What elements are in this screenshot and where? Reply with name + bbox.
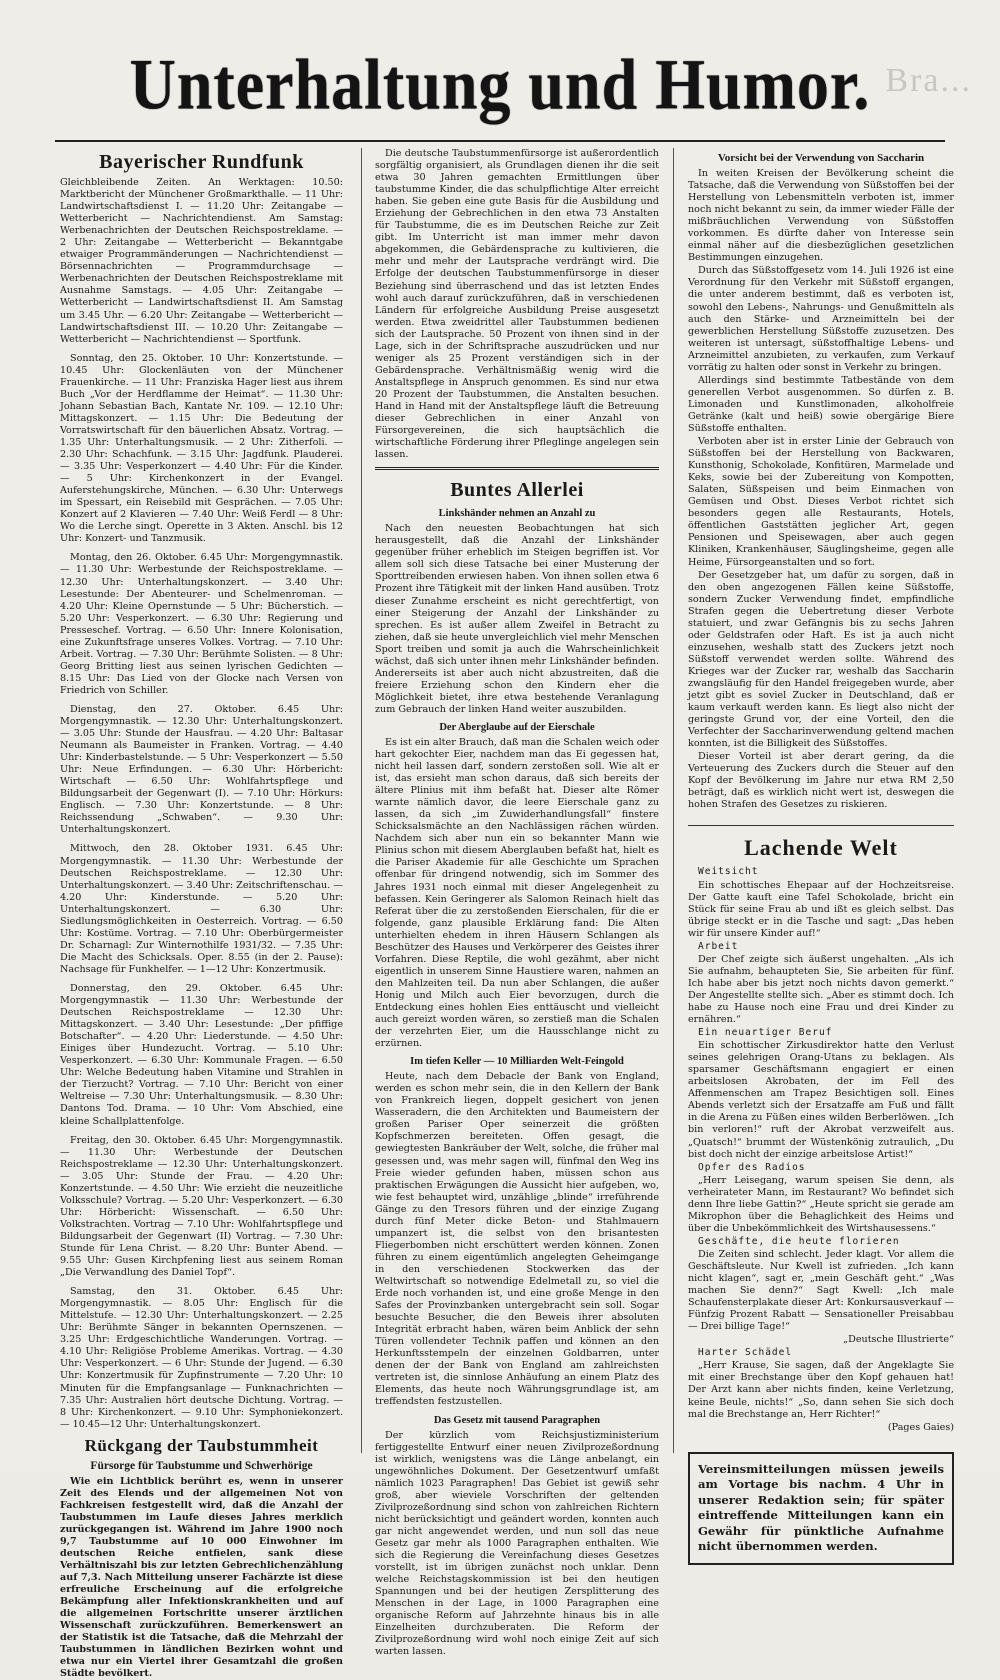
joke-text: Die Zeiten sind schlecht. Jeder klagt. Vor allem die Geschäftsleute. Nur Kwell ist zufrieden. „Ich kann nicht klagen“, sagt er, „mein Geschäft geht.“ „Was machen Sie denn?“ Sagt Kwell: „Ich male Schaufensterplakate dieser Art: Konkursausverkauf — Fünfzig Prozent Rabatt — Sensationeller Preisabbau — Drei billige Tage!“ xyxy=(688,1248,954,1333)
rundfunk-paragraph: Freitag, den 30. Oktober. 6.45 Uhr: Morgengymnastik. — 11.30 Uhr: Werbestunde der Deutschen Reichspostreklame — 12.30 Uhr: Unterhaltungskonzert. — 3.05 Uhr: Stunde der Frau. — 4.20 Uhr: Konzertstunde. — 4.50 Uhr: Wie erzieht die neuzeitliche Volksschule? Vortrag. — 5.20 Uhr: Vesperkonzert. — 6.30 Uhr: Hörbericht: Wissenschaft. — 6.50 Uhr: Volkstrachten. Vortrag — 7.10 Uhr: Wohlfahrtspflege und Bildungsarbeit der Gegenwart (II) Vortrag. — 7.30 Uhr: Stunde für Lena Christ. — 8.20 Uhr: Bunter Abend. — 9.55 Uhr: Gusen Kirchpfening liest aus seinem Roman „Die Verwandlung des Daniel Topf“. xyxy=(60,1134,343,1279)
section-rule xyxy=(375,467,659,470)
rundfunk-paragraph: Sonntag, den 25. Oktober. 10 Uhr: Konzertstunde. — 10.45 Uhr: Glockenläuten von der Münchener Frauenkirche. — 11 Uhr: Franziska Hager liest aus ihrem Buch „Vor der Herdflamme der Heimat“. — 11.30 Uhr: Johann Sebastian Bach, Kantate Nr. 109. — 12.10 Uhr: Mittagskonzert. — 1.15 Uhr: Die Bedeutung der Vorratswirtschaft für den bäuerlichen Absatz. Vortrag. — 1.35 Uhr: Unterhaltungsmusik. — 2 Uhr: Zitherfoli. — 2.30 Uhr: Schachfunk. — 3.15 Uhr: Jagdfunk. Plauderei. — 3.35 Uhr: Vesperkonzert — 4.40 Uhr: Für die Kinder. — 5 Uhr: Kirchenkonzert in der Evangel. Auferstehungskirche, München. — 6.30 Uhr: Unterwegs im Spessart, ein Reisebild mit Gesprächen. — 7.05 Uhr: Konzert auf 2 Klavieren — 7.40 Uhr: Weiß Ferdl — 8 Uhr: Wo die Lerche singt. Operette in 3 Akten. Anschl. bis 12 Uhr: Konzert- und Tanzmusik. xyxy=(60,352,343,545)
rundfunk-paragraph: Samstag, den 31. Oktober. 6.45 Uhr: Morgengymnastik. — 8.05 Uhr: Englisch für die Mittelstufe. — 12.30 Uhr: Unterhaltungskonzert. — 2.25 Uhr: Berühmte Sänger in bekannten Opernszenen. — 3.25 Uhr: Erdgeschichtliche Wanderungen. Vortrag. — 4.10 Uhr: Religiöse Probleme Amerikas. Vortrag. — 4.30 Uhr: Vesperkonzert. — 6 Uhr: Stunde der Jugend. — 6.30 Uhr: Konzertmusik für Zupfinstrumente — 7.20 Uhr: 10 Minuten für die Empfangsanlage — Funknachrichten — 7.35 Uhr: Australien hört deutsche Dichtung. Vortrag. — 8 Uhr: Kirchenkonzert. — 9.10 Uhr: Symphoniekonzert. — 10.45—12 Uhr: Unterhaltungskonzert. xyxy=(60,1286,343,1430)
rundfunk-heading: Bayerischer Rundfunk xyxy=(99,151,304,173)
taub-continued: Die deutsche Taubstummenfürsorge ist außerordentlich sorgfältig organisiert, als Grundlagen dienen ihr die seit etwa 30 Jahren gemachten Ermittlungen über taubstumme Kinder, die das schulpflichtige Alter erreicht haben. Sie geben eine gute Basis für die Ausbildung und Erziehung der Gebrechlichen in den etwa 73 Anstalten für Taubstumme, die es im Deutschen Reiche zur Zeit gibt. Im Unterricht ist man immer mehr davon abgekommen, die Gebärdensprache zu kultivieren, die mehr und mehr der Lautsprache verdrängt wird. Die Erfolge der deutschen Taubstummenfürsorge in dieser Beziehung sind überraschend und das ist letzten Endes wohl auch darauf zurückzuführen, daß in verschiedenen Ländern für erfolgreiche Ausbildung Preise ausgesetzt werden. Etwa zweidrittel aller Taubstummen bedienen sich der Lautsprache. 50 Prozent von ihnen sind in der Lage, sich in der Schriftsprache auszudrücken und nur weniger als 25 Prozent verständigen sich in der Gebärdensprache. Verhältnismäßig wenig wird die Anstaltspflege in Anspruch genommen. Es sind nur etwa 20 Prozent der Taubstummen, die Anstalten besuchen. Hand in Hand mit der Anstaltspflege läuft die Betreuung dieser Gebrechlichen in einer Anzahl von Fürsorgevereinen, die sich hauptsächlich die wirtschaftliche Förderung ihrer Pfleglinge angelegen sein lassen. xyxy=(375,148,659,461)
linkshaender-text: Nach den neuesten Beobachtungen hat sich herausgestellt, daß die Anzahl der Linkshänder gegenüber früher erheblich im Steigen begriffen ist. Vor allem soll sich diese Tatsache bei einer Musterung der Sporttreibenden erwiesen haben. Von ihnen sollen etwa 6 Prozent ihre Tätigkeit mit der linken Hand ausüben. Trotz dieser Zunahme erscheint es nicht gerechtfertigt, von einer Steigerung der Anzahl der Linkshänder zu sprechen. Es ist außer allem Zweifel in Betracht zu ziehen, daß sie heute unvergleichlich viel mehr Menschen Sport treiben und somit ja auch die Wahrscheinlichkeit wächst, daß sich unter ihnen mehr Linkshänder befinden. Andererseits ist aber auch nicht abzustreiten, daß die freiere Erziehung schon den Kindern eher die Möglichkeit bietet, ihre etwa bestehende Veranlagung zum Gebrauch der linken Hand weiter auszubilden. xyxy=(375,523,659,715)
buntes-heading: Buntes Allerlei xyxy=(450,479,584,502)
joke-label: Ein neuartiger Beruf xyxy=(698,1027,833,1039)
feingold-text: Heute, nach dem Debacle der Bank von England, werden es schon mehr sein, die in den Kellern der Bank von Frankreich liegen, doppelt gesichert von jenen Wasseradern, die den Architekten und Baumeistern der großen Pariser Oper seinerzeit die größten Kopfschmerzen bereiteten. Offen gesagt, die gewiegtesten Bankräuber der Welt, solche, die früher mal gesessen und, was mehr sagen will, fünfmal den Weg ins Freie wieder gefunden haben, müssen schon aus praktischen Erwägungen die Aussicht hier aufgeben, wo, wie fest behauptet wird, unzählige „blinde“ irreführende Gänge zu den Tresors führen und der einzige Zugang durch fünf Meter dicke Beton- und Stahlmauern umpanzert ist, die selbst von den brisantesten Fliegerbomben nicht erschüttert werden können. Zonen führen zu einem eigentümlich angelegten Geheimgange in den verschiedenen Stockwerken das der Weltwirtschaft so notwendige Edelmetall zu, so viel die Erde noch vorhanden ist, und eine große Menge in den Safes der Provinzbanken untergebracht sein soll. Sogar besuchte Besucher, die den Beweis ihrer absoluten Integrität erbracht haben, wären beim Anblick der sehn Türen vollendeter Technik paffen und können an den Herkunftsstempeln der einzelnen Goldbarren, unter denen der der Bank von England am zahlreichsten vertreten ist, die sinnlose Anhäufung an einem Platz des Elements, das heute noch Währungsgrundlage ist, am treffendsten festzustellen. xyxy=(375,1071,659,1408)
joke-label: Harter Schädel xyxy=(698,1347,793,1359)
joke-label: Geschäfte, die heute florieren xyxy=(698,1235,900,1247)
joke-label: Opfer des Radios xyxy=(698,1161,806,1173)
saccharin-paragraph: Der Gesetzgeber hat, um dafür zu sorgen, daß in den oben angezogenen Fällen keine Süßstoffe, sondern Zucker Verwendung findet, empfindliche Strafen gegen die Uebertretung dieser Verbote statuiert, und zwar Gefängnis bis zu sechs Jahren oder Geldstrafen oder Haft. Es ist ja auch nicht einzusehen, weshalb statt des Zuckers jetzt noch Süßstoff verwendet werden sollte. Während des Krieges war der Zucker rar, weshalb das Saccharin zwangsläufig für den Handel freigegeben wurde, aber jetzt gibt es soviel Zucker in Deutschland, daß er kaum verkauft werden kann. Es liegt also nicht der geringste Grund vor, der eine Vorteil, den die Verfechter der Saccharinverwendung geltend machen konnten, ist die Billigkeit des Süßstoffes. xyxy=(688,569,954,750)
column-divider xyxy=(361,148,362,1453)
column-2 xyxy=(375,148,659,1658)
joke-text: Ein schottischer Zirkusdirektor hatte den Verlust seines gelehrigen Orang-Utans zu beklagen. Als sparsamer Geschäftsmann engagiert er einen arbeitslosen Akrobaten, der im Fell des Affenmenschen am Trapez Besichtigen soll. Eines Abends verletzt sich der Ersatzaffe am Fuß und fällt in die Arena zu Füßen eines wilden Berberlöwen. „Ich bin verloren!“ ruft der Akrobat verzweifelt aus. „Quatsch!“ brummt der Wüstenkönig zutraulich, „Du bist doch nicht der einzige arbeitslose Artist!“ xyxy=(688,1040,954,1160)
rundfunk-paragraph: Montag, den 26. Oktober. 6.45 Uhr: Morgengymnastik. — 11.30 Uhr: Werbestunde der Reichspostreklame. — 12.30 Uhr: Unterhaltungskonzert. — 3.40 Uhr: Lesestunde: Der Abenteurer- und Schelmenroman. — 4.20 Uhr: Kleine Opernstunde — 5 Uhr: Bücherstich. — 5.20 Uhr: Vesperkonzert. — 6.30 Uhr: Regierung und Presseschef. Vortrag. — 6.50 Uhr: Innere Kolonisation, eine Zukunftsfrage unseres Volkes. Vortrag. — 7.10 Uhr: Arbeit. Vortrag. — 7.30 Uhr: Berühmte Solisten. — 8 Uhr: Georg Britting liest aus seinen lyrischen Gedichten — 8.15 Uhr: Das Lied von der Glocke nach Versen von Friedrich von Schiller. xyxy=(60,552,343,696)
feingold-title: Im tiefen Keller — 10 Milliarden Welt-Feingold xyxy=(410,1056,624,1068)
joke-text: „Herr Krause, Sie sagen, daß der Angeklagte Sie mit einer Brechstange über den Kopf gehauen hat! Der Arzt kann aber nichts finden, keine Verletzung, keine Beule, nichts!“ „So, dann sehen Sie sich doch mal die Brechstange an, Herr Richter!“ xyxy=(688,1360,954,1420)
column-divider xyxy=(673,148,674,1453)
joke-source: (Pages Gaies) xyxy=(887,1421,954,1433)
saccharin-paragraph: In weiten Kreisen der Bevölkerung scheint die Tatsache, daß die Verwendung von Süßstoffen bei der Herstellung von Lebensmitteln verboten ist, immer noch nicht bekannt zu sein, da immer wieder Fälle der mißbräuchlichen Verwendung von Süßstoffen vorkommen. Es dürfte daher von Interesse sein einmal näher auf die diesbezüglichen gesetzlichen Bestimmungen einzugehen. xyxy=(688,168,954,264)
linkshaender-title: Linkshänder nehmen an Anzahl zu xyxy=(438,508,596,520)
aberglaube-title: Der Aberglaube auf der Eierschale xyxy=(439,721,595,733)
taub-heading: Rückgang der Taubstummheit xyxy=(84,1435,319,1455)
rundfunk-paragraph: Mittwoch, den 28. Oktober 1931. 6.45 Uhr: Morgengymnastik. — 11.30 Uhr: Werbestunde der Deutschen Reichspostreklame. — 12.30 Uhr: Unterhaltungskonzert. — 3.40 Uhr: Zeitschriftenschau. — 4.20 Uhr: Kinderstunde. — 5.20 Uhr: Unterhaltungskonzert. — 6.30 Uhr: Siedlungsmöglichkeiten in Oesterreich. Vortrag. — 6.50 Uhr: Kostüme. Vortrag. — 7.10 Uhr: Oberbürgermeister Dr. Scharnagl: Zur Winternothilfe 1931/32. — 7.35 Uhr: Die Macht des Schicksals. Oper. 8.55 (in der 2. Pause): Nachsage für Funkhelfer. — 1—12 Uhr: Konzertmusik. xyxy=(60,843,343,975)
joke-label: Weitsicht xyxy=(698,866,759,878)
gesetz-title: Das Gesetz mit tausend Paragraphen xyxy=(433,1414,601,1426)
joke-text: Der Chef zeigte sich äußerst ungehalten. „Als ich Sie aufnahm, behaupteten Sie, Sie arbeiten für fünf. Ich habe aber bis jetzt noch nichts davon gemerkt.“ Der Angestellte stellte sich. „Aber es stimmt doch. Ich habe zu Hause noch eine Frau und drei Kinder zu ernähren.“ xyxy=(688,953,954,1026)
gesetz-text: Der kürzlich vom Reichsjustizministerium fertiggestellte Entwurf einer neuen Zivilprozeßordnung ist wirklich, wenigstens was die Länge anbelangt, ein ungewöhnliches Dokument. Der Gesetzentwurf umfaßt nämlich 1023 Paragraphen! Das Gebiet ist gewiß sehr groß, aber wieviele Vorschriften der geltenden Zivilprozeßordnung sind schon von zahlreichen Richtern nicht berücksichtigt und geändert worden, konnten auch gar nicht angewendet werden, und nun soll das neue Gesetz gar mehr als 1000 Paragraphen enthalten. Wie sich die Regierung die Vereinfachung dieses Gesetzes vorstellt, ist im übrigen zunächst noch unklar. Denn welche Reichstagskommission ist bei den heutigen Spannungen und bei der heutigen Zersplitterung des Menschen in der Lage, in 1000 Paragraphen eine organische Reform auf Jahrzehnte hinaus bis in alle Einzelheiten durchzuberaten. Die Reform der Zivilprozeßordnung wird wohl noch einige Zeit auf sich warten lassen. xyxy=(375,1429,659,1658)
masthead xyxy=(0,40,1000,130)
saccharin-paragraph: Durch das Süßstoffgesetz vom 14. Juli 1926 ist eine Verordnung für den Verkehr mit Süßstoff ergangen, die unter anderem bestimmt, daß es verboten ist, sowohl den Lebens-, Nahrungs- und Genußmitteln als auch den Stärke- und Arzneimitteln bei der gewerblichen Herstellung Süßstoffe zuzusetzen. Des weiteren ist untersagt, süßstoffhaltige Lebens- und Arzneimittel anzubieten, zu verkaufen, zum Verkauf vorrätig zu halten oder sonst in Verkehr zu bringen. xyxy=(688,265,954,373)
masthead-rule xyxy=(55,140,945,142)
taub-subheading: Fürsorge für Taubstumme und Schwerhörige xyxy=(90,1459,313,1472)
rundfunk-paragraph: Dienstag, den 27. Oktober. 6.45 Uhr: Morgengymnastik. — 12.30 Uhr: Unterhaltungskonzert. — 3.05 Uhr: Stunde der Hausfrau. — 4.20 Uhr: Baltasar Neumann als Baumeister in Franken. Vortrag. — 4.40 Uhr: Kinderbastelstunde. — 5 Uhr: Vesperkonzert — 5.50 Uhr: Neue Erfindungen. — 6.30 Uhr: Hörbericht: Wirtschaft — 6.50 Uhr: Wohlfahrtspflege und Bildungsarbeit der Gegenwart (I). — 7.10 Uhr: Hörkurs: Englisch. — 7.30 Uhr: Konzertstunde. — 8 Uhr: Reichssendung „Schwaben“. — 9.30 Uhr: Unterhaltungskonzert. xyxy=(60,703,343,836)
section-rule xyxy=(688,825,954,826)
saccharin-paragraph: Verboten aber ist in erster Linie der Gebrauch von Süßstoffen bei der Herstellung von Backwaren, Kunsthonig, Schokolade, Konfitüren, Marmelade und Keks, sowie bei der Zubereitung von Kompotten, Salaten, Süßspeisen und beim Einmachen von Gemüsen und Obst. Dieses Verbot richtet sich besonders gegen alle Restaurants, Hotels, öffentlichen Gaststätten jeglicher Art, gegen Pensionen und Speisewagen, aber auch gegen Kliniken, Krankenhäuser, Säuglingsheime, gegen alle Heime, Fürsorgeanstalten und so fort. xyxy=(688,436,954,568)
saccharin-paragraph: Dieser Vorteil ist aber derart gering, da die Verteuerung des Zuckers durch die Steuer auf den Kopf der Bevölkerung im Jahre nur etwa RM 2,50 beträgt, daß es wirklich nicht wert ist, deswegen die hohen Strafen des Gesetzes zu riskieren. xyxy=(688,751,954,811)
aberglaube-text: Es ist ein alter Brauch, daß man die Schalen weich oder hart gekochter Eier, nachdem man das Ei gegessen hat, nicht heil lassen darf, sondern zerstoßen soll. Wie alt er ist, das ersieht man schon daraus, daß sich bereits der ältere Plinius mit ihm befaßt hat. Dieser alte Römer warnte nämlich davor, die leere Eierschale ganz zu lassen, da sich „im Zuwiderhandlungsfall“ finstere Schicksalsmächte an den Nachlässigen rächen würden. Nachdem sich aber nun ein so bekannter Mann wie Plinius schon mit diesem Aberglauben befaßt hat, hielt es die Pariser Akademie für alle Geschichte um Sprachen offenbar für dringend notwendig, sich im Sommer des Jahres 1931 noch einmal mit dieser Angelegenheit zu befassen. Kein Geringerer als Salomon Reinach hielt das Referat über die zu zerstoßenden Eierschalen, für die er folgende, ganz plausible Erklärung fand: Die Alten unterhielten ehedem in ihren Häusern Schlangen als Beschützer des Hauses und Verkörperer des Geistes ihrer Vorfahren. Diese Reptile, die wohl gezähmt, aber nicht eigentlich in unserem Sinne Haustiere waren, nahmen an den Mahlzeiten teil. Da nun aber Schlangen, die außer Honig und Milch auch Eier bevorzugen, durch die Entdeckung eines hohlen Eies enttäuscht und vielleicht auch gereizt worden wären, so zerstieß man die Schalen der verzehrten Eier, um die Hausschlange nicht zu erzürnen. xyxy=(375,736,659,1050)
joke-label: Arbeit xyxy=(698,940,739,952)
joke-text: „Herr Leisegang, warum speisen Sie denn, als verheirateter Mann, im Restaurant? Wo befindet sich denn Ihre liebe Gattin?“ „Heute spricht sie gerade am Mikrophon über die Behaglichkeit des Heims und über die Unbekömmlichkeit des Wirtshausessens.“ xyxy=(688,1174,954,1234)
joke-source: „Deutsche Illustrierte“ xyxy=(843,1334,954,1346)
saccharin-paragraph: Allerdings sind bestimmte Tatbestände von dem generellen Verbot ausgenommen. So dürfen z. B. Limonaden und Kunstlimonaden, alkoholfreie Getränke (kalt und heiß) sowie obergärige Biere Süßstoffe enthalten. xyxy=(688,374,954,434)
masthead-title: Unterhaltung und Humor. xyxy=(129,44,871,125)
column-1 xyxy=(60,148,343,1680)
lachende-welt-heading: Lachende Welt xyxy=(744,835,898,861)
column-3 xyxy=(688,148,954,1554)
joke-text: Ein schottisches Ehepaar auf der Hochzeitsreise. Der Gatte kauft eine Tafel Schokolade, bricht ein Stück für seine Frau ab und ißt es gleich selbst. Das übrige steckt er in die Tasche und sagt: „Das heben wir für unsere Kinder auf!“ xyxy=(688,879,954,939)
rundfunk-paragraph: Gleichbleibende Zeiten. An Werktagen: 10.50: Marktbericht der Münchener Großmarkthalle. — 11 Uhr: Landwirtschaftsdienst I. — 11.20 Uhr: Zeitangabe — Wetterbericht — Nachrichtendienst. Am Samstag: Werbenachrichten der Deutschen Reichspostreklame. — 2 Uhr: Zeitangabe — Wetterbericht — Bekanntgabe etwaiger Programmänderungen — Nachrichtendienst — Börsennachrichten — Programmdurchsage — Werbenachrichten der Deutschen Reichspostreklame mit Ausnahme Samstags. — 4.05 Uhr: Zeitangabe — Wetterbericht — Landwirtschaftsdienst II. Am Samstag um 3.45 Uhr. — 6.20 Uhr: Zeitangabe — Wetterbericht — Landwirtschaftsdienst III. — 10.20 Uhr: Zeitangabe — Wetterbericht — Nachrichtendienst — Sportfunk. xyxy=(60,177,343,345)
saccharin-heading: Vorsicht bei der Verwendung von Saccharin xyxy=(717,152,925,164)
taub-paragraph: Wie ein Lichtblick berührt es, wenn in unserer Zeit des Elends und der allgemeinen Not von Fachkreisen festgestellt wird, daß die Anzahl der Taubstummen im Laufe dieses Jahres merklich zurückgegangen ist. Während im Jahre 1900 noch 9,7 Taubstumme auf 10 000 Einwohner im deutschen Reiche entfielen, sank diese Verhältniszahl bis zur letzten Gebrechlichenzählung auf 7,3. Nach Mitteilung unserer Fachärzte ist diese erfreuliche Erscheinung auf die erfolgreiche Bekämpfung aller Infektionskrankheiten und auf die allgemeinen Fortschritte unserer ärztlichen Wissenschaft zurückzuführen. Bemerkenswert an der Statistik ist die Tatsache, daß die Mehrzahl der Taubstummen in ländlichen Bezirken wohnt und etwa nur ein Viertel ihrer Gesamtzahl die großen Städte bevölkert. xyxy=(60,1475,343,1680)
rundfunk-paragraph: Donnerstag, den 29. Oktober. 6.45 Uhr: Morgengymnastik — 11.30 Uhr: Werbestunde der Deutschen Reichspostreklame — 12.30 Uhr: Mittagskonzert. — 3.40 Uhr: Lesestunde: „Der pfiffige Botschafter“. — 4.20 Uhr: Liederstunde. — 4.50 Uhr: Einiges über Hundezucht. Vortrag. — 5.10 Uhr: Vesperkonzert. — 6.30 Uhr: Kommunale Fragen. — 6.50 Uhr: Welche Bedeutung haben Vitamine und Strahlen in der Tierzucht? Vortrag. — 7.10 Uhr: Bericht von einer Weltreise — 7.30 Uhr: Unterhaltungsmusik. — 8.30 Uhr: Dantons Tod. Drama. — 10 Uhr: Vom Abschied, eine kleine Schallplattenfolge. xyxy=(60,983,343,1127)
club-notice-box: Vereinsmitteilungen müssen jeweils am Vortage bis nachm. 4 Uhr in unserer Redaktion sein; für später eintreffende Mitteilungen kann ein Gewähr für pünktliche Aufnahme nicht übernommen werden. xyxy=(688,1452,954,1565)
faded-stamp: Bra... xyxy=(885,62,972,99)
